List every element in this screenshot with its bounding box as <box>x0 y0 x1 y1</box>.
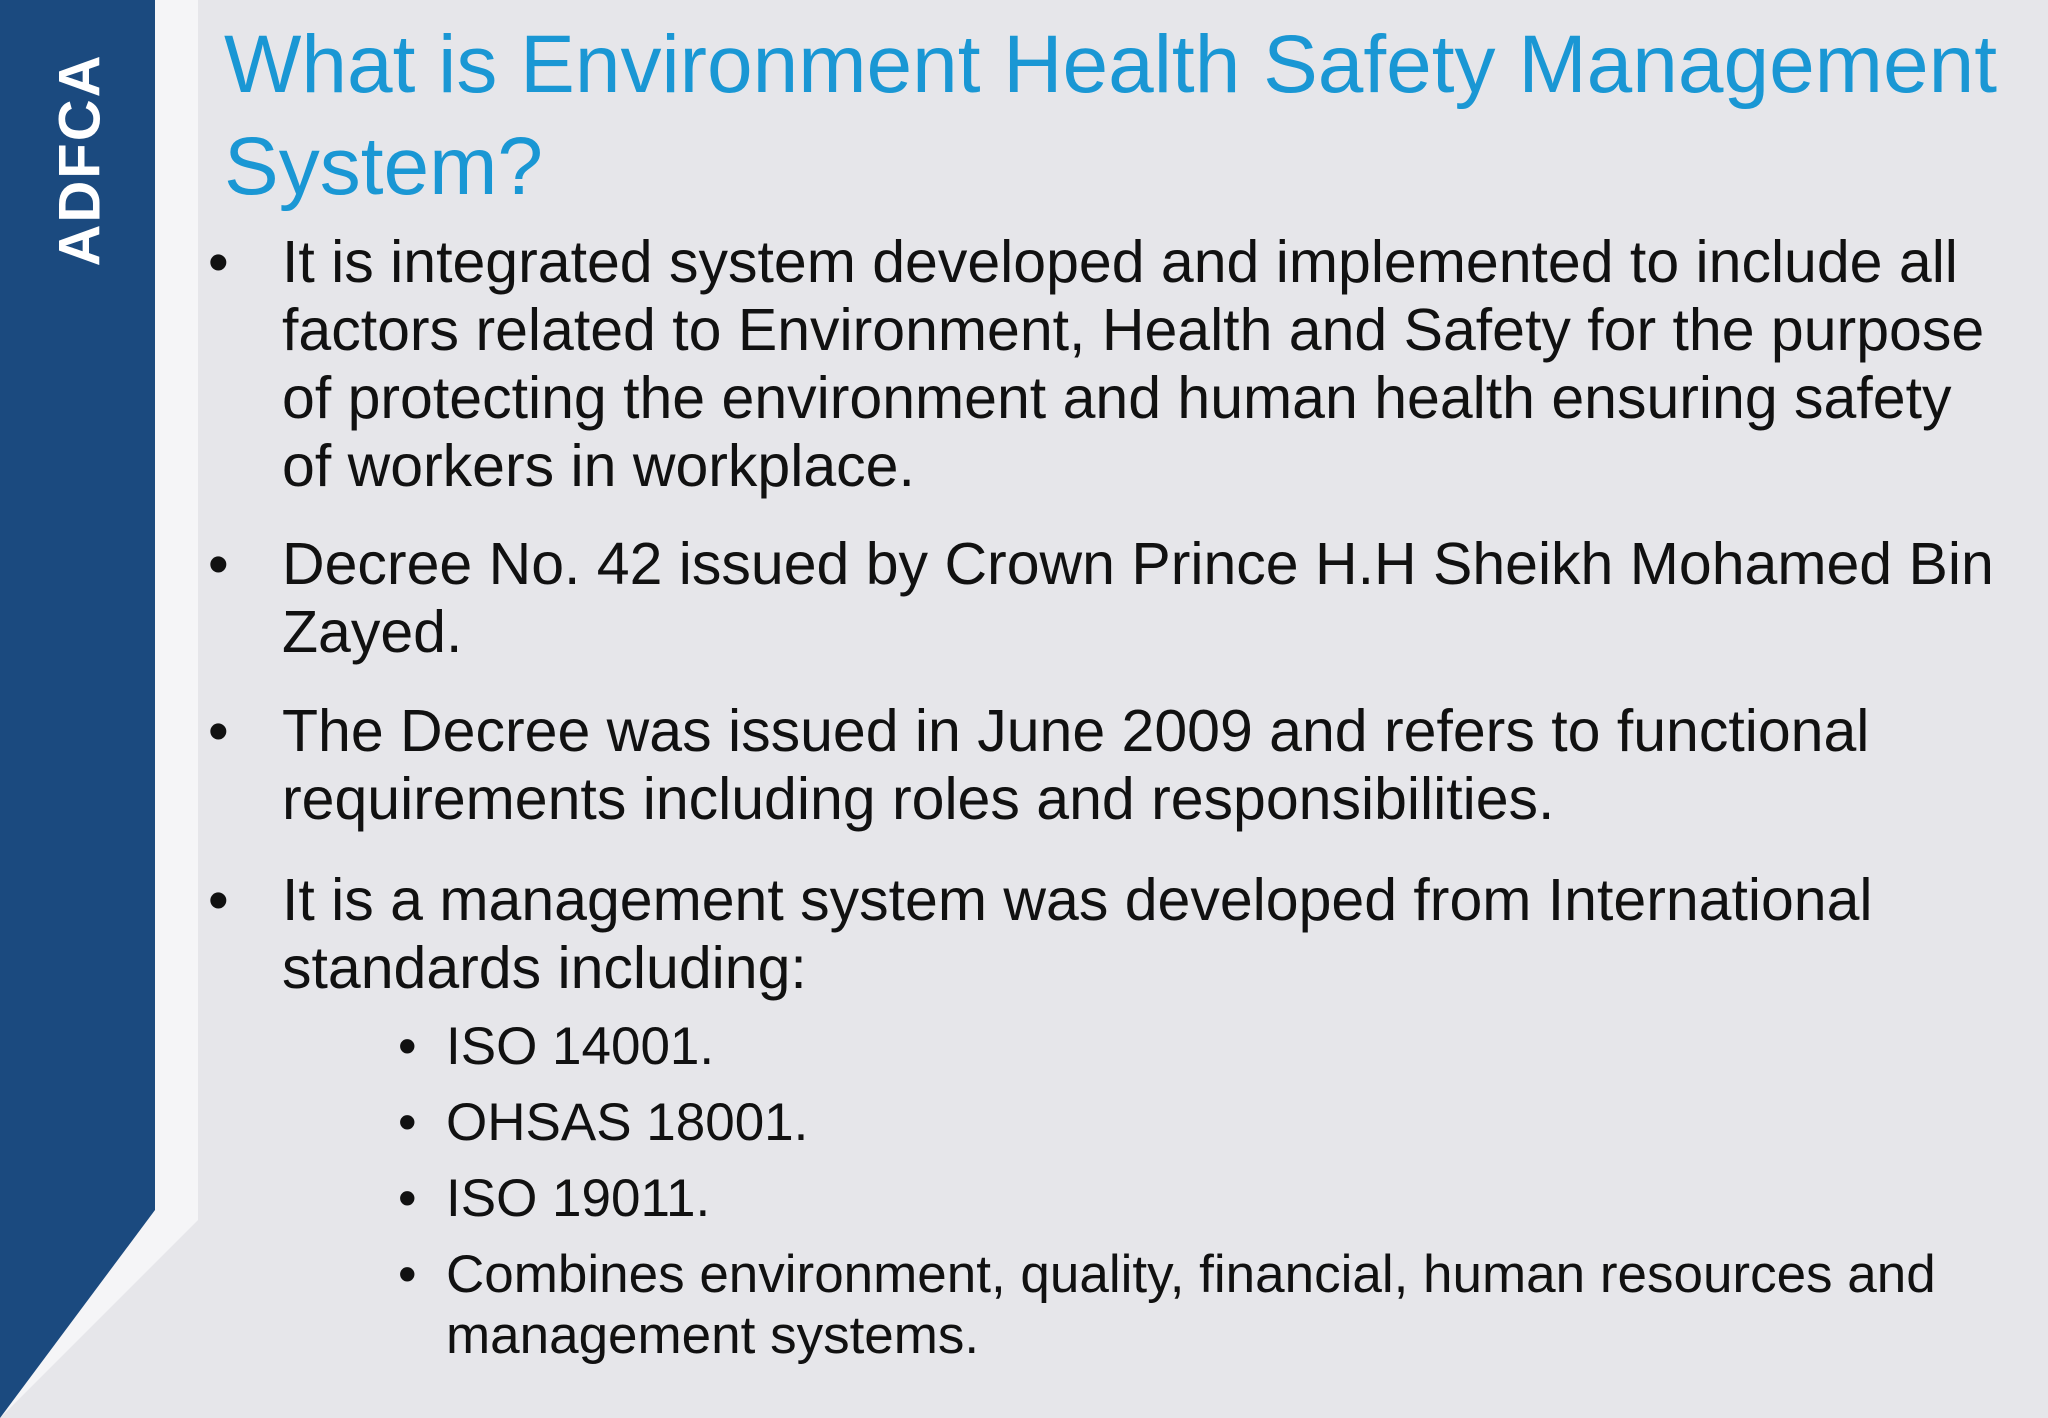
bullet-dot-icon: • <box>398 1093 417 1152</box>
bullet-dot-icon: • <box>208 698 229 764</box>
bullet-dot-icon: • <box>208 229 229 295</box>
sub-bullet-item <box>398 1168 2008 1229</box>
sub-bullet-text: ISO 14001. <box>446 1017 715 1076</box>
bullet-dot-icon: • <box>398 1245 417 1304</box>
adfca-logo: ADFCA <box>47 53 113 267</box>
sidebar-band <box>0 0 200 1418</box>
sub-bullet-item <box>398 1244 2008 1366</box>
sub-bullet-item <box>398 1092 2008 1153</box>
bullet-dot-icon: • <box>208 867 229 933</box>
sub-bullet-text: OHSAS 18001. <box>446 1093 809 1152</box>
sub-bullet-text: Combines environment, quality, financial, human resources and management systems. <box>446 1245 1936 1365</box>
bullet-item <box>208 866 2008 1002</box>
bullet-item <box>208 228 2008 500</box>
sub-bullet-text: ISO 19011. <box>446 1169 711 1228</box>
bullet-item <box>208 530 2008 666</box>
bullet-dot-icon: • <box>398 1169 417 1228</box>
bullet-dot-icon: • <box>208 531 229 597</box>
bullet-text: It is a management system was developed from International standards including: <box>282 867 1873 1001</box>
slide-title: What is Environment Health Safety Management System? <box>224 19 1997 212</box>
bullet-text: The Decree was issued in June 2009 and refers to functional requirements including roles and responsibilities. <box>282 698 1870 832</box>
bullet-item <box>208 697 2008 833</box>
bullet-dot-icon: • <box>398 1017 417 1076</box>
bullet-text: Decree No. 42 issued by Crown Prince H.H Sheikh Mohamed Bin Zayed. <box>282 531 1994 665</box>
bullet-text: It is integrated system developed and implemented to include all factors related to Environment, Health and Safety for the purpose of protecting the environment and human health ensuring safety of workers in workplace. <box>282 229 1985 499</box>
sub-bullet-item <box>398 1016 2008 1077</box>
